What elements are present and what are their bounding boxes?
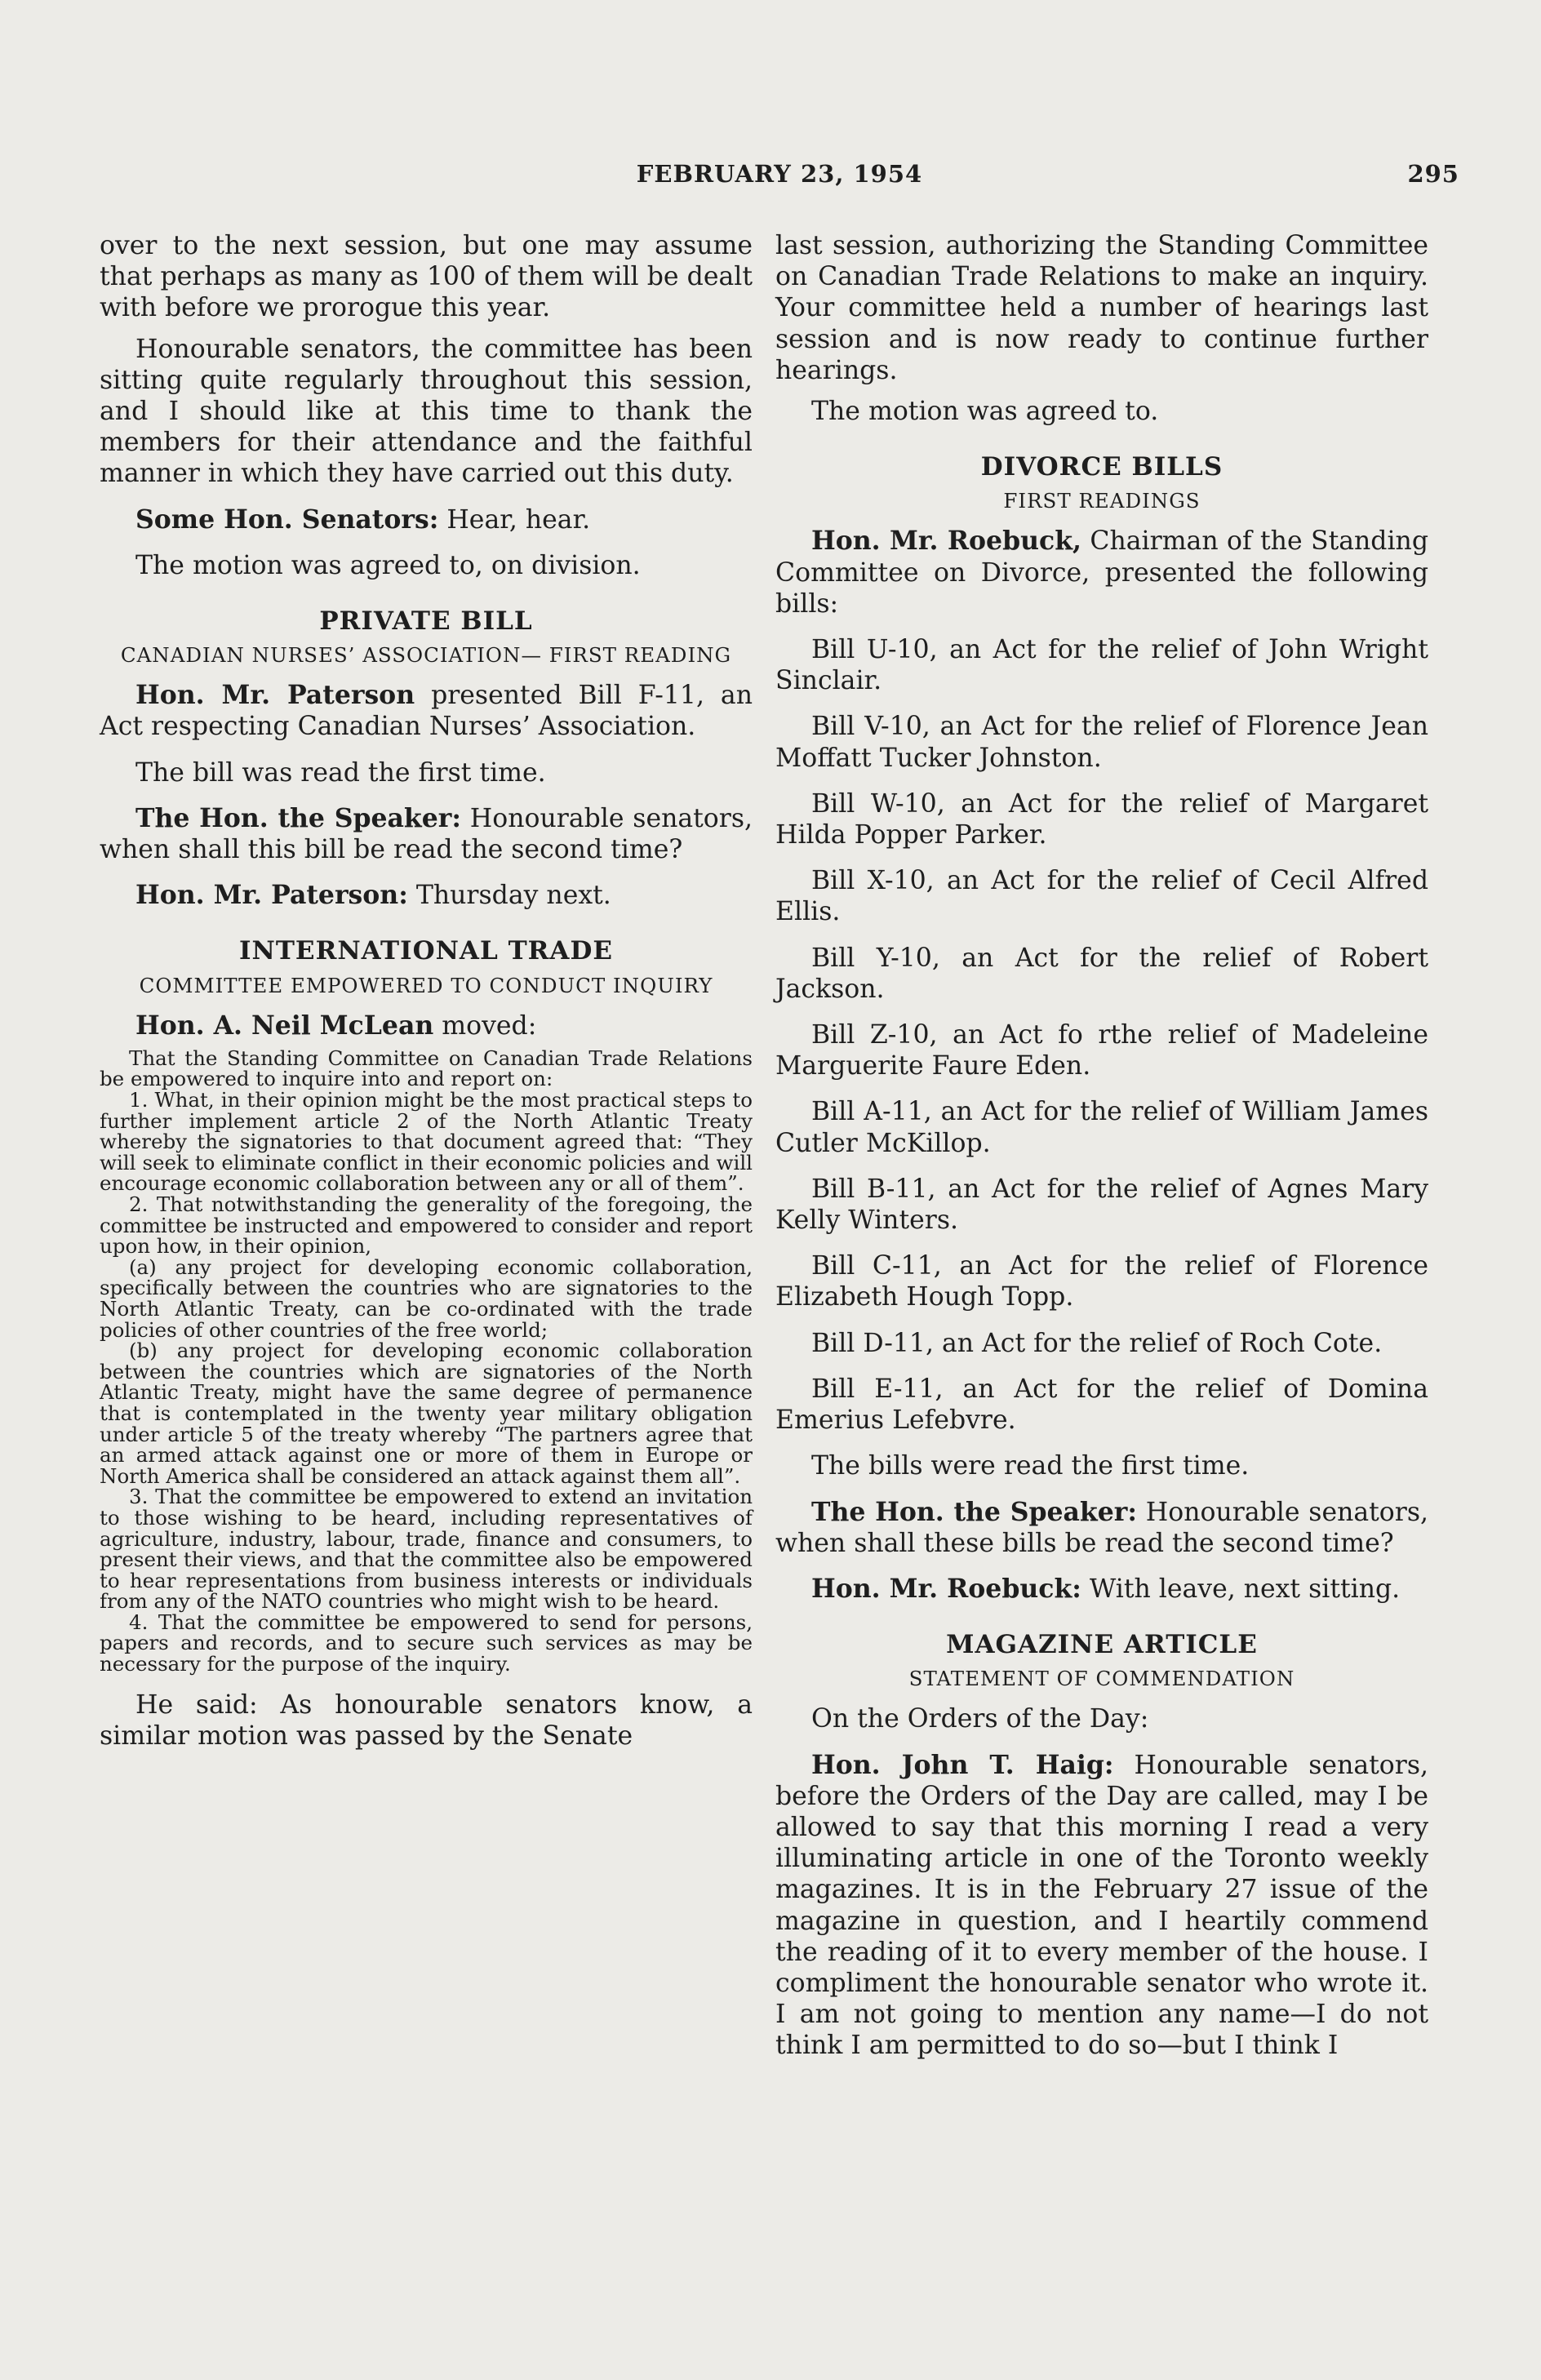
bill-item: Bill A-11, an Act for the relief of William James Cutler McKillop.	[775, 1097, 1428, 1158]
paragraph: over to the next session, but one may assume that perhaps as many as 100 of them will be dealt with before we prorogue this year.	[100, 231, 753, 323]
speaker: Hon. John T. Haig:	[811, 1749, 1114, 1780]
paragraph	[775, 1750, 1428, 2062]
paragraph: Honourable senators, the committee has been sitting quite regularly throughout this session, and I should like at this time to thank the members for their attendance and the faithful manner in which they have carried out this duty.	[100, 334, 753, 489]
paragraph: On the Orders of the Day:	[811, 1704, 1149, 1734]
paragraph: The bill was read the first time.	[135, 757, 546, 788]
section-heading-magazine-article: MAGAZINE ARTICLE	[946, 1630, 1258, 1660]
bill-item: Bill B-11, an Act for the relief of Agnes Mary Kelly Winters.	[775, 1174, 1428, 1236]
left-column	[100, 230, 753, 1766]
speech: With leave, next sitting.	[1081, 1574, 1401, 1604]
subheading-statement-of-commendation: STATEMENT OF COMMENDATION	[908, 1667, 1295, 1691]
paragraph: The bills were read the first time.	[811, 1451, 1250, 1481]
speaker: Hon. Mr. Roebuck:	[811, 1573, 1081, 1604]
paragraph	[100, 803, 753, 865]
bill-item: Bill D-11, an Act for the relief of Roch Cote.	[811, 1328, 1383, 1358]
motion-paragraph: That the Standing Committee on Canadian Trade Relations be empowered to inquire into and report on:	[100, 1046, 753, 1091]
speaker: The Hon. the Speaker:	[811, 1496, 1138, 1527]
bill-item: Bill U-10, an Act for the relief of John Wright Sinclair.	[775, 635, 1428, 696]
paragraph	[775, 1574, 1428, 1605]
bill-item: Bill E-11, an Act for the relief of Domina Emerius Lefebvre.	[775, 1374, 1428, 1436]
motion-paragraph: 4. That the committee be empowered to send for persons, papers and records, and to secure such services as may be necessary for the purpose of the inquiry.	[100, 1610, 753, 1676]
speech: Honourable senators, before the Orders of the Day are called, may I be allowed to say that this morning I read a very illuminating article in one of the Toronto weekly magazines. It is in the February 27 issue of the magazine in question, and I heartily commend the reading of it to every member of the house. I compliment the honourable senator who wrote it. I am not going to mention any name—I do not think I am permitted to do so—but I think I	[775, 1750, 1428, 2061]
right-column	[775, 230, 1428, 2076]
speaker: Hon. A. Neil McLean	[135, 1010, 434, 1041]
motion-paragraph: 3. That the committee be empowered to extend an invitation to those wishing to be heard, including representatives of agriculture, industry, labour, trade, finance and consumers, to present their views, and that the committee also be empowered to hear representations from business interests or individuals from any of the NATO countries who might wish to be heard.	[100, 1485, 753, 1614]
bill-item: Bill Y-10, an Act for the relief of Robert Jackson.	[775, 943, 1428, 1004]
section-heading-divorce-bills: DIVORCE BILLS	[980, 452, 1223, 482]
header-date: FEBRUARY 23, 1954	[636, 160, 923, 188]
speech: Thursday next.	[407, 881, 611, 911]
bill-item: Bill X-10, an Act for the relief of Cecil Alfred Ellis.	[775, 866, 1428, 927]
subheading-nurses-association: CANADIAN NURSES’ ASSOCIATION— FIRST READING	[120, 643, 732, 668]
bill-item: Bill W-10, an Act for the relief of Margaret Hilda Popper Parker.	[775, 788, 1428, 850]
paragraph	[100, 880, 753, 911]
speech: presented Bill F-11, an Act respecting Canadian Nurses’ Association.	[100, 681, 753, 742]
section-heading-private-bill: PRIVATE BILL	[319, 606, 533, 637]
speech: moved:	[433, 1010, 537, 1041]
paragraph: last session, authorizing the Standing Committee on Canadian Trade Relations to make an inquiry. Your committee held a number of hearings last session and is now ready to continue further hearings.	[775, 231, 1428, 385]
speech: Honourable senators, when shall this bill be read the second time?	[100, 803, 753, 865]
subheading-committee-inquiry: COMMITTEE EMPOWERED TO CONDUCT INQUIRY	[139, 973, 713, 997]
speaker: Hon. Mr. Paterson:	[135, 880, 408, 911]
motion-paragraph: 1. What, in their opinion might be the most practical steps to further implement article 2 of the North Atlantic Treaty whereby the signatories to that document agreed that: “They will seek to eliminate conflict in their economic policies and will encourage economic collaboration between any or all of them”.	[100, 1088, 753, 1196]
speaker: Hon. Mr. Roebuck,	[811, 526, 1081, 557]
paragraph: The motion was agreed to, on division.	[135, 550, 641, 580]
speaker: The Hon. the Speaker:	[135, 802, 462, 833]
speech: Hear, hear.	[438, 504, 591, 535]
section-heading-international-trade: INTERNATIONAL TRADE	[239, 936, 613, 966]
paragraph: The motion was agreed to.	[811, 397, 1159, 427]
speaker: Hon. Mr. Paterson	[135, 680, 415, 711]
paragraph	[100, 680, 753, 742]
paragraph: He said: As honourable senators know, a similar motion was passed by the Senate	[100, 1690, 753, 1751]
speaker: Some Hon. Senators:	[135, 504, 439, 535]
paragraph	[775, 526, 1428, 619]
motion-paragraph: (a) any project for developing economic collaboration, specifically between the countries who are signatories to the North Atlantic Treaty, can be co-ordinated with the trade policies of other countries of the free world;	[100, 1254, 753, 1342]
paragraph	[100, 504, 753, 535]
subheading-first-readings: FIRST READINGS	[1003, 489, 1201, 513]
bill-item: Bill V-10, an Act for the relief of Florence Jean Moffatt Tucker Johnston.	[775, 712, 1428, 773]
motion-paragraph: (b) any project for developing economic collaboration between the countries which are signatories of the North Atlantic Treaty, might have the same degree of permanence that is contemplated in the twenty year military obligation under article 5 of the treaty whereby “The partners agree that an armed attack against one or more of them in Europe or North America shall be considered an attack against them all”.	[100, 1339, 753, 1488]
bill-item: Bill Z-10, an Act fo rthe relief of Madeleine Marguerite Faure Eden.	[775, 1020, 1428, 1081]
paragraph	[100, 1010, 753, 1041]
page-number: 295	[1407, 160, 1459, 188]
speech: Honourable senators, when shall these bills be read the second time?	[775, 1497, 1429, 1558]
motion-text	[100, 1048, 753, 1675]
motion-paragraph: 2. That notwithstanding the generality of the foregoing, the committee be instructed and empowered to consider and report upon how, in their opinion,	[100, 1192, 753, 1259]
bill-item: Bill C-11, an Act for the relief of Florence Elizabeth Hough Topp.	[775, 1251, 1428, 1312]
running-head	[100, 160, 1459, 201]
paragraph	[775, 1497, 1428, 1559]
speech: Chairman of the Standing Committee on Divorce, presented the following bills:	[775, 526, 1428, 619]
